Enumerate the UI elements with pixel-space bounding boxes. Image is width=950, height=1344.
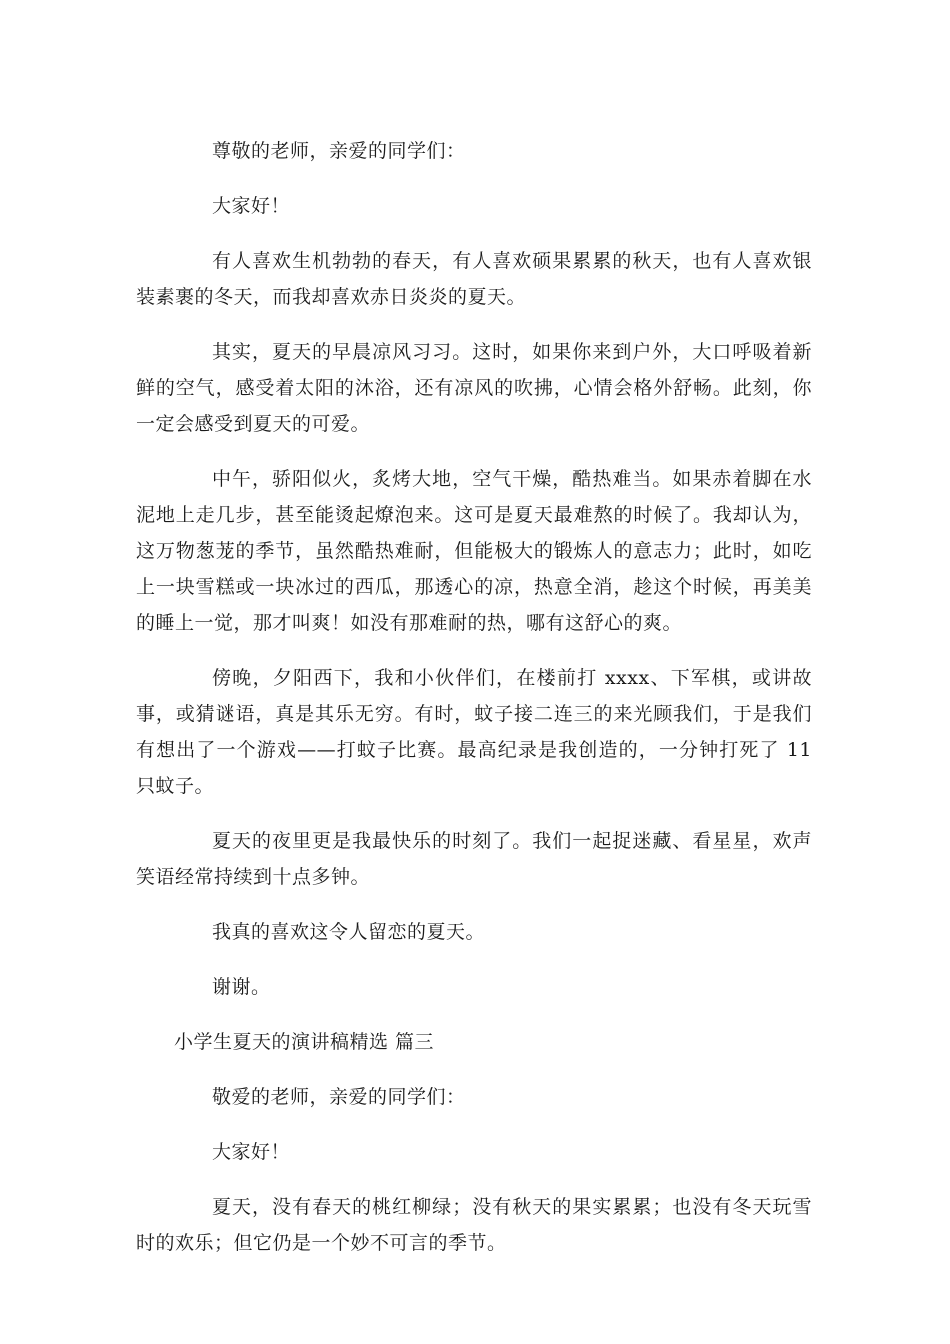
document-body: [136, 133, 812, 1280]
paragraph-hello-2: 大家好！: [212, 1141, 291, 1163]
paragraph-thanks: 谢谢。: [212, 976, 271, 998]
paragraph-evening: 傍晚，夕阳西下，我和小伙伴们，在楼前打 xxxx、下军棋，或讲故事，或猜谜语，真是其乐无穷。有时，蚊子接二连三的来光顾我们，于是我们有想出了一个游戏——打蚊子比赛。最高纪录是我创造的，一分钟打死了 11 只蚊子。: [136, 667, 812, 797]
paragraph-night: 夏天的夜里更是我最快乐的时刻了。我们一起捉迷藏、看星星，欢声笑语经常持续到十点多钟。: [136, 830, 812, 888]
paragraph-morning: 其实，夏天的早晨凉风习习。这时，如果你来到户外，大口呼吸着新鲜的空气，感受着太阳的沐浴，还有凉风的吹拂，心情会格外舒畅。此刻，你一定会感受到夏天的可爱。: [136, 341, 812, 435]
paragraph-intro: 有人喜欢生机勃勃的春天，有人喜欢硕果累累的秋天，也有人喜欢银装素裹的冬天，而我却喜欢赤日炎炎的夏天。: [136, 250, 812, 308]
paragraph-greeting: 尊敬的老师，亲爱的同学们：: [212, 140, 466, 162]
paragraph-hello: 大家好！: [212, 195, 291, 217]
paragraph-summer-intro: 夏天，没有春天的桃红柳绿；没有秋天的果实累累；也没有冬天玩雪时的欢乐；但它仍是一个妙不可言的季节。: [136, 1196, 812, 1254]
section-heading: 小学生夏天的演讲稿精选 篇三: [174, 1031, 435, 1053]
paragraph-noon: 中午，骄阳似火，炙烤大地，空气干燥，酷热难当。如果赤着脚在水泥地上走几步，甚至能烫起燎泡来。这可是夏天最难熬的时候了。我却认为，这万物葱茏的季节，虽然酷热难耐，但能极大的锻炼人的意志力；此时，如吃上一块雪糕或一块冰过的西瓜，那透心的凉，热意全消，趁这个时候，再美美的睡上一觉，那才叫爽！如没有那难耐的热，哪有这舒心的爽。: [136, 468, 812, 634]
paragraph-greeting-2: 敬爱的老师，亲爱的同学们：: [212, 1086, 466, 1108]
paragraph-conclusion: 我真的喜欢这令人留恋的夏天。: [212, 921, 486, 943]
